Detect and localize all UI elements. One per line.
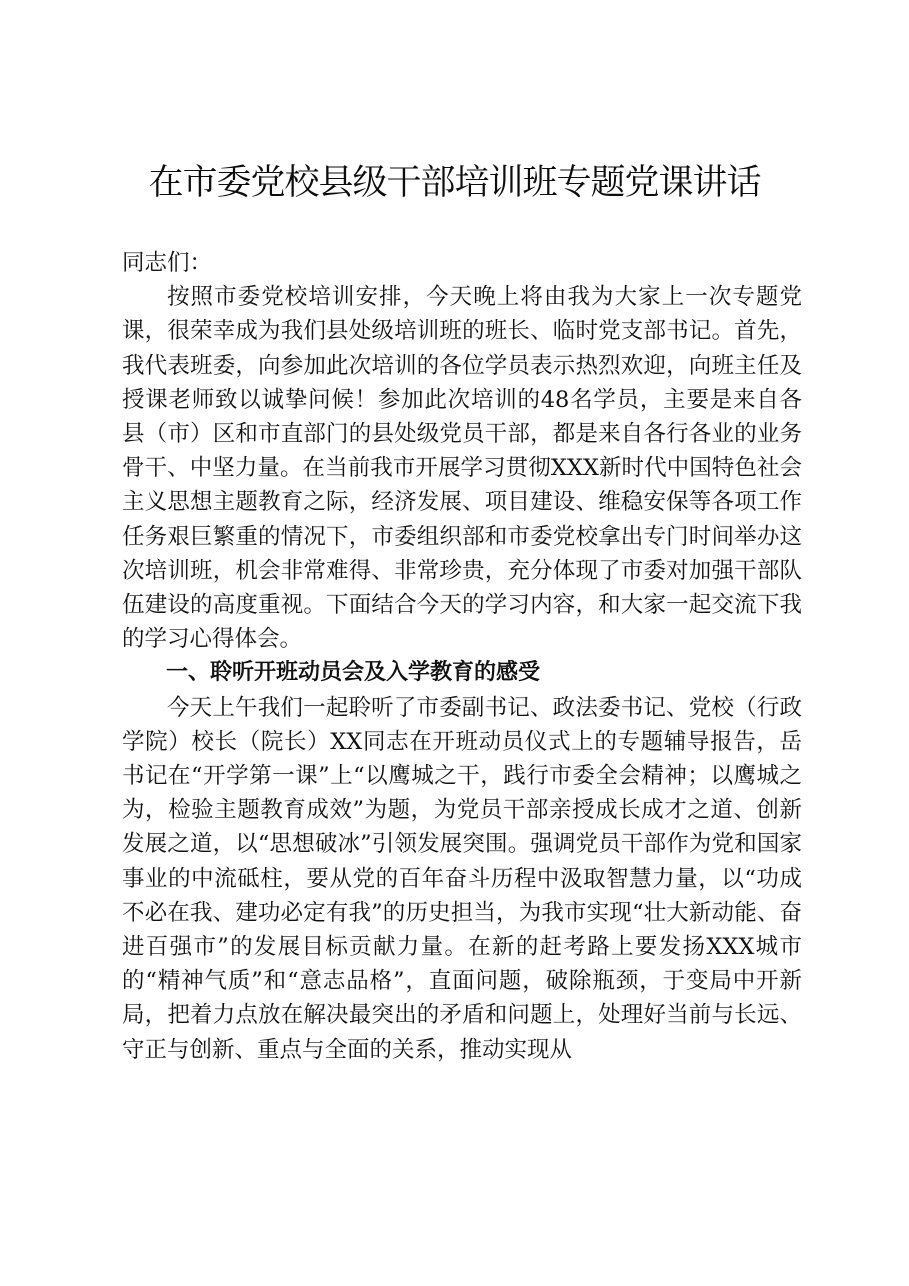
section-heading-1: 一、聆听开班动员会及入学教育的感受 [166, 660, 541, 686]
document-body [122, 246, 802, 1067]
salutation: 同志们： [122, 250, 213, 276]
document-title: 在市委党校县级干部培训班专题党课讲话 [148, 163, 761, 203]
paragraph-intro: 按照市委党校培训安排，今天晚上将由我为大家上一次专题党课，很荣幸成为我们县处级培训班的班长、临时党支部书记。首先，我代表班委，向参加此次培训的各位学员表示热烈欢迎，向班主任及授课老师致以诚挚问候！参加此次培训的48名学员，主要是来自各县（市）区和市直部门的县处级党员干部，都是来自各行各业的业务骨干、中坚力量。在当前我市开展学习贯彻XXX新时代中国特色社会主义思想主题教育之际，经济发展、项目建设、维稳安保等各项工作任务艰巨繁重的情况下，市委组织部和市委党校拿出专门时间举办这次培训班，机会非常难得、非常珍贵，充分体现了市委对加强干部队伍建设的高度重视。下面结合今天的学习内容，和大家一起交流下我的学习心得体会。 [122, 284, 802, 653]
paragraph-section-1: 今天上午我们一起聆听了市委副书记、政法委书记、党校（行政学院）校长（院长）XX同志在开班动员仪式上的专题辅导报告，岳书记在“开学第一课”上“以鹰城之干，践行市委全会精神；以鹰城之为，检验主题教育成效”为题，为党员干部亲授成长成才之道、创新发展之道，以“思想破冰”引领发展突围。强调党员干部作为党和国家事业的中流砥柱，要从党的百年奋斗历程中汲取智慧力量，以“功成不必在我、建功必定有我”的历史担当，为我市实现“壮大新动能、奋进百强市”的发展目标贡献力量。在新的赶考路上要发扬XXX城市的“精神气质”和“意志品格”，直面问题，破除瓶颈，于变局中开新局，把着力点放在解决最突出的矛盾和问题上，处理好当前与长远、守正与创新、重点与全面的关系，推动实现从 [122, 694, 802, 1063]
